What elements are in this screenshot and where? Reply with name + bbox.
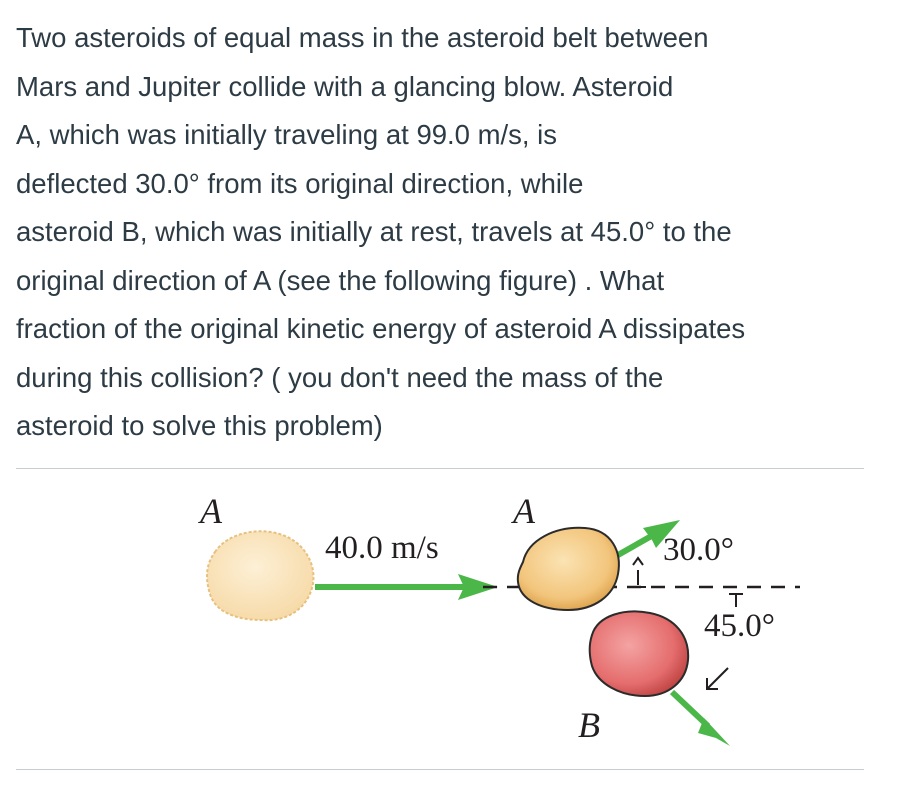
- question-line: Mars and Jupiter collide with a glancing blow. Asteroid: [16, 70, 674, 102]
- asteroid-a-initial: [207, 531, 313, 620]
- question-line: deflected 30.0° from its original direction, while: [16, 167, 584, 199]
- label-angle-a: 30.0°: [663, 532, 734, 568]
- angle-marker-45-diagonal: [708, 668, 728, 688]
- question-line: Two asteroids of equal mass in the asteroid belt between: [16, 22, 709, 53]
- label-initial-speed: 40.0 m/s: [325, 530, 439, 566]
- question-line: asteroid to solve this problem): [16, 410, 383, 441]
- collision-diagram: [0, 470, 912, 770]
- label-asteroid-a-initial: A: [200, 491, 222, 531]
- asteroid-a-collision: [518, 528, 619, 610]
- question-line: fraction of the original kinetic energy of asteroid A dissipates: [16, 313, 746, 344]
- bottom-divider: [16, 769, 864, 770]
- velocity-arrow-b: [672, 692, 708, 726]
- question-line: original direction of A (see the following figure) . What: [16, 264, 665, 296]
- question-line: asteroid B, which was initially at rest, travels at 45.0° to the: [16, 216, 732, 247]
- question-line: A, which was initially traveling at 99.0 m/s, is: [16, 119, 558, 150]
- label-asteroid-b: B: [578, 705, 600, 745]
- angle-marker-30-arrowhead: [633, 558, 643, 565]
- question-text: [16, 14, 896, 451]
- top-divider: [16, 468, 864, 469]
- label-angle-b: 45.0°: [704, 608, 775, 644]
- label-asteroid-a-collision: A: [513, 491, 535, 531]
- question-line: during this collision? ( you don't need the mass of the: [16, 361, 664, 393]
- collision-figure: [0, 470, 912, 770]
- velocity-arrowhead-b: [698, 718, 730, 746]
- asteroid-b: [590, 611, 688, 696]
